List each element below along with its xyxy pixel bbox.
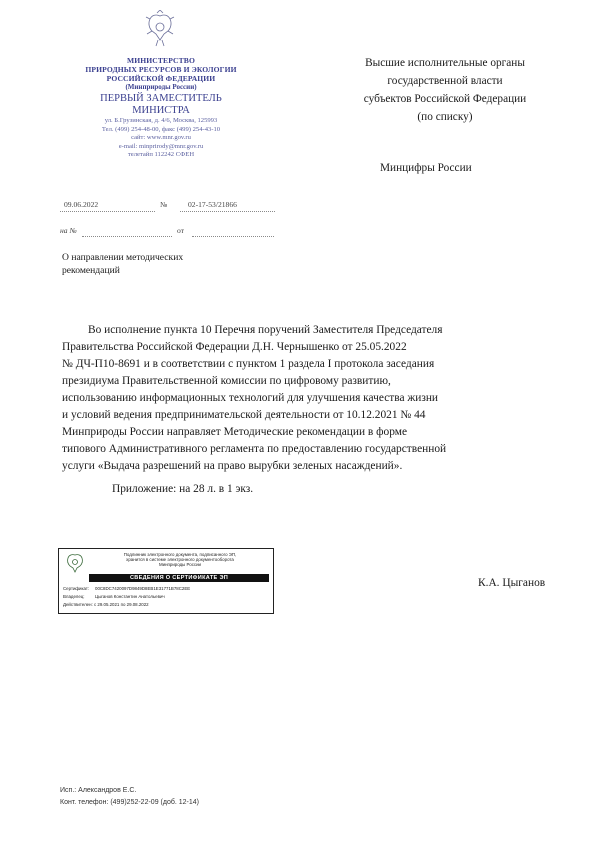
ref-date-line xyxy=(192,236,274,237)
certificate-info-bar: СВЕДЕНИЯ О СЕРТИФИКАТЕ ЭП xyxy=(89,574,269,582)
subject-line: рекомендаций xyxy=(62,265,120,276)
reg-number-sign: № xyxy=(160,200,168,209)
addressee-line: Высшие исполнительные органы xyxy=(365,57,525,69)
telex: телетайп 112242 СФЕН xyxy=(127,151,195,159)
owner-value: Цыганов Константин Анатольевич xyxy=(95,594,165,599)
email: e-mail: minprirody@mnr.gov.ru xyxy=(118,142,204,150)
body-line: Минприроды России направляет Методические рекомендации в форме xyxy=(62,426,408,438)
body-line: использованию информационных технологий для улучшения качества жизни xyxy=(62,392,439,404)
addressee-block xyxy=(330,54,560,126)
stamp-header-line: Минприроды России xyxy=(158,562,201,568)
subject-line: О направлении методических xyxy=(62,252,184,263)
reg-number: 02-17-53/21866 xyxy=(188,200,237,209)
coat-of-arms-icon xyxy=(144,10,176,48)
reg-date-line xyxy=(60,211,155,212)
stamp-header-line: хранится в системе электронного документооборота xyxy=(126,557,234,563)
executor-phone: Конт. телефон: (499)252-22-09 (доб. 12-14) xyxy=(60,799,199,806)
validity-row: Действителен: с 29.05.2021 по 29.08.2022 xyxy=(63,602,149,607)
ref-label: на № xyxy=(60,226,77,235)
stamp-header-line: Подлинник электронного документа, подписанного ЭП, xyxy=(123,552,237,557)
copy-recipient: Минцифры России xyxy=(380,162,472,174)
reg-number-line xyxy=(180,211,275,212)
ref-number-line xyxy=(82,236,172,237)
coat-of-arms-icon xyxy=(64,552,86,574)
owner-label: Владелец: xyxy=(63,594,85,599)
stamp-header xyxy=(91,552,269,568)
subject xyxy=(62,251,183,277)
body-line: № ДЧ-П10-8691 и в соответствии с пунктом 1 раздела I протокола заседания xyxy=(62,358,435,370)
letter-body xyxy=(62,322,551,475)
ministry-name-line: МИНИСТЕРСТВО xyxy=(127,56,195,65)
addressee-line: государственной власти xyxy=(387,75,503,87)
attachment-note: Приложение: на 28 л. в 1 экз. xyxy=(112,483,254,495)
signatory-name: К.А. Цыганов xyxy=(478,577,546,589)
owner-row xyxy=(63,594,165,599)
addressee-line: субъектов Российской Федерации xyxy=(363,93,527,105)
body-line: и условий ведения предпринимательской деятельности от 10.12.2021 № 44 xyxy=(62,409,426,421)
executor-info xyxy=(60,785,199,809)
reg-date: 09.06.2022 xyxy=(64,200,99,209)
phone-fax: Тел. (499) 254-48-00, факс (499) 254-43-10 xyxy=(101,125,221,133)
e-signature-stamp xyxy=(58,548,274,614)
ministry-name-line: РОССИЙСКОЙ ФЕДЕРАЦИИ xyxy=(106,74,216,83)
position-title: ПЕРВЫЙ ЗАМЕСТИТЕЛЬ xyxy=(100,93,222,104)
body-line: типового Административного регламента по предоставлению государственной xyxy=(62,443,447,455)
position-title: МИНИСТРА xyxy=(132,105,190,116)
ministry-name-line: ПРИРОДНЫХ РЕСУРСОВ И ЭКОЛОГИИ xyxy=(85,65,237,74)
website: сайт: www.mnr.gov.ru xyxy=(131,134,191,142)
body-line: Правительства Российской Федерации Д.Н. Чернышенко от 25.05.2022 xyxy=(62,341,407,353)
executor-name: Исп.: Александров Е.С. xyxy=(60,787,137,794)
letterhead xyxy=(46,56,276,160)
ref-from-label: от xyxy=(177,226,185,235)
body-line: услуги «Выдача разрешений на право вырубки зеленых насаждений». xyxy=(62,460,403,472)
addressee-line: (по списку) xyxy=(417,111,473,123)
ministry-short-name: (Минприроды России) xyxy=(125,83,197,91)
certificate-label: Сертификат: xyxy=(63,586,90,591)
certificate-row xyxy=(63,586,190,591)
body-line: президиума Правительственной комиссии по цифровому развитию, xyxy=(62,375,391,387)
body-line: Во исполнение пункта 10 Перечня поручений Заместителя Председателя xyxy=(88,324,443,336)
address: ул. Б.Грузинская, д. 4/6, Москва, 125993 xyxy=(104,117,218,124)
certificate-value: 00C8DC7420097D9849D8EB1E31771B78C2EE xyxy=(95,586,191,591)
